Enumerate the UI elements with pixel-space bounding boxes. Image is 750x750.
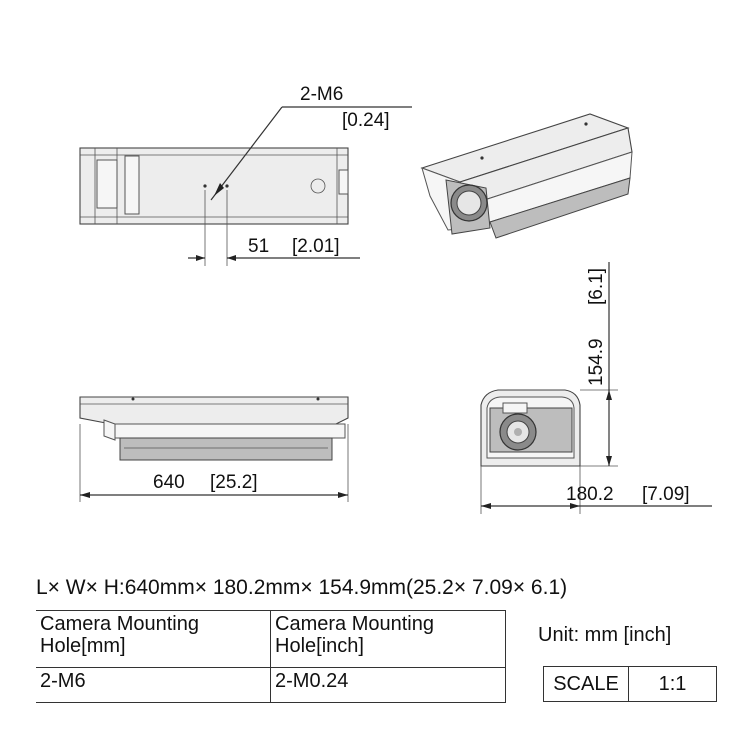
height-dimension	[580, 262, 618, 466]
length-label: 640	[153, 472, 185, 493]
length-inch-label: [25.2]	[210, 472, 258, 493]
mount-hole-left	[203, 184, 206, 187]
table-header-row	[36, 611, 506, 668]
spacing-inch-label: [2.01]	[292, 236, 340, 257]
unit-label: Unit: mm [inch]	[538, 624, 672, 646]
width-inch-label: [7.09]	[642, 484, 690, 505]
mounting-hole-table	[36, 610, 506, 703]
height-inch-label: [6.1]	[586, 268, 607, 305]
dimensions-summary: L× W× H:640mm× 180.2mm× 154.9mm(25.2× 7.09× 6.1)	[36, 576, 568, 599]
spacing-label: 51	[248, 236, 270, 257]
header-mm: Camera Mounting Hole[mm]	[36, 611, 271, 668]
scale-label: SCALE	[544, 667, 629, 701]
value-inch: 2-M0.24	[271, 668, 506, 703]
side-view	[80, 397, 348, 460]
front-view	[481, 390, 580, 466]
scale-box	[543, 666, 717, 702]
value-mm: 2-M6	[36, 668, 271, 703]
header-inch: Camera Mounting Hole[inch]	[271, 611, 506, 668]
hole-label: 2-M6	[300, 84, 344, 105]
width-label: 180.2	[566, 484, 614, 505]
isometric-view	[422, 114, 632, 238]
table-row	[36, 668, 506, 703]
height-label: 154.9	[586, 338, 607, 386]
hole-inch-label: [0.24]	[342, 110, 390, 131]
width-dimension	[481, 466, 712, 514]
mount-hole-right	[225, 184, 228, 187]
top-view-body	[80, 148, 348, 224]
top-view	[80, 148, 348, 224]
scale-value: 1:1	[658, 672, 687, 695]
